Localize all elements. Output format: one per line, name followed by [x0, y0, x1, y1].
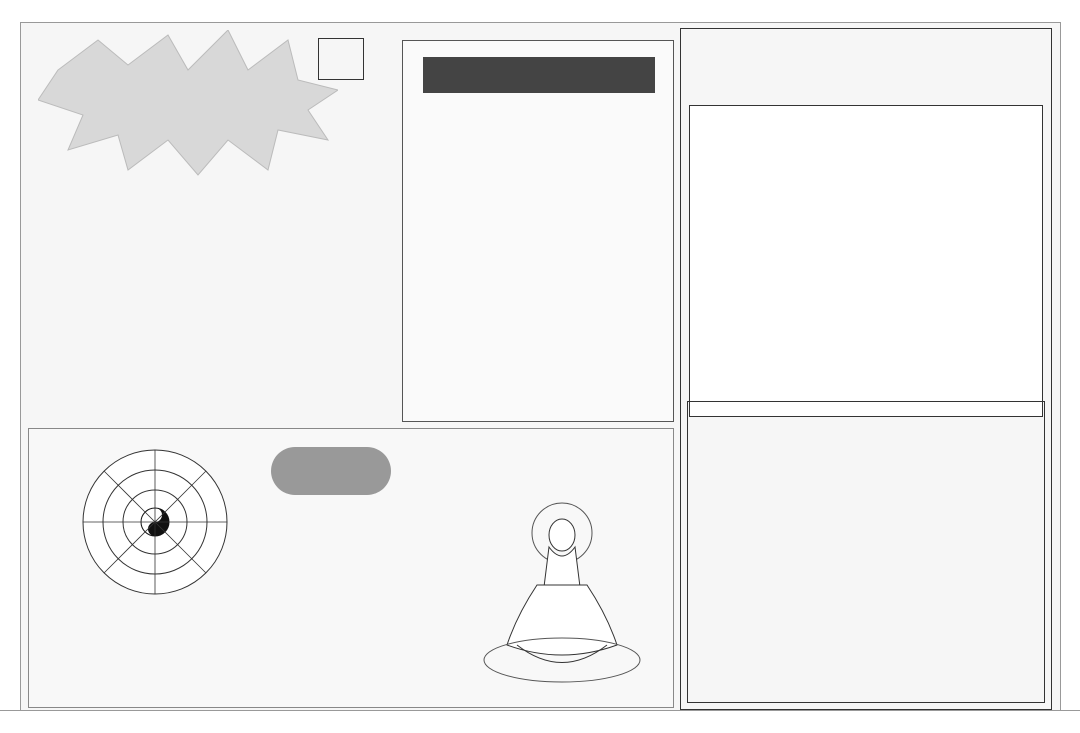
- tag-box: [318, 38, 364, 80]
- fortune-section: [28, 30, 388, 420]
- zodiac-poem-title: [423, 57, 655, 93]
- bottom-banner: [0, 710, 1080, 733]
- bagua-diagram: [75, 447, 235, 597]
- zodiac-poem-columns: [427, 131, 653, 381]
- left-banner: [0, 22, 21, 710]
- nine-palace-section: [680, 28, 1052, 710]
- investment-textbox: [689, 105, 1043, 417]
- top-banner: [0, 0, 1080, 23]
- mystery-section: [28, 428, 674, 708]
- starburst-decoration: [38, 30, 338, 180]
- lucky-number-grid: [687, 401, 1045, 703]
- sage-figure-illustration: [477, 495, 647, 695]
- zodiac-poem-section: [402, 40, 674, 422]
- mystery-title-a: [271, 447, 391, 495]
- right-banner: [1060, 22, 1080, 710]
